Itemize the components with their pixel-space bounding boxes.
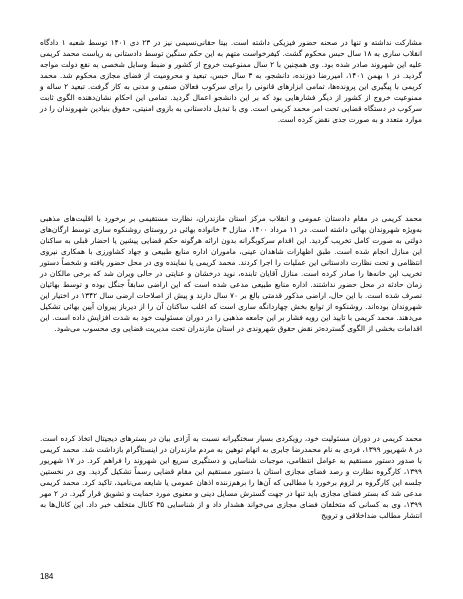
document-page (40, 38, 422, 558)
paragraph-3: محمد کریمی در دوران مسئولیت خود، رویکردی بسیار سختگیرانه نسبت به آزادی بیان در بسترهای دیجیتال اتخاذ کرده است. در ۸ شهریور ۱۳۹۹، فردی به نام محمدرضا جابری به اتهام توهین به مردم مازندران در اینستاگرام بازداشت شد. محمد کریمی با صدور دستور مستقیم به عوامل انتظامی، موجبات شناسایی و دستگیری سریع این شهروند را فراهم کرد. در ۱۷ شهریور ۱۳۹۹، کارگروه نظارت و رصد فضای مجازی استان با دستور مستقیم این مقام قضایی رسماً تشکیل گردید. وی در نخستین جلسه این کارگروه بر لزوم برخورد با مطالبی که آن‌ها را برهم‌زننده اذهان عمومی یا شایعه می‌نامید، تاکید کرد. محمد کریمی مدعی شد که بستر فضای مجازی باید تنها در جهت گسترش مسایل دینی و معنوی مورد حمایت و تشویق قرار گیرد. در ۲ مهر ۱۳۹۹، وی به کسانی که متخلفان فضای مجازی می‌خواند هشدار داد و از شناسایی ۳۵ کانال متخلف خبر داد. این کانال‌ها به انتشار مطالب ضداخلاقی و ترویج (40, 434, 422, 520)
paragraph-2: محمد کریمی در مقام دادستان عمومی و انقلاب مرکز استان مازندران، نظارت مستقیمی بر برخورد با اقلیت‌های مذهبی به‌ویژه شهروندان بهائی داشته است. در ۱۱ مرداد ۱۴۰۰، منازل ۳ خانواده بهائی در روستای روشنکوه ساری توسط ارگان‌های دولتی به صورت کامل تخریب گردید. این اقدام سرکوبگرانه بدون ارائه هرگونه حکم قضایی پیشین یا احضار قبلی به ساکنان این منازل انجام شده است. طبق اظهارات شاهدان عینی، ماموران اداره منابع طبیعی و جهاد کشاورزی با همکاری نیروی انتظامی و تحت نظارت دادستانی این عملیات را اجرا کردند. محمد کریمی یا نماینده وی در محل حضور یافته و شخصاً دستور تخریب این خانه‌ها را صادر کرده است. منازل آقایان تابنده، نوید درخشان و عنایتی در حالی ویران شد که برخی مالکان در زمان حادثه در محل حضور نداشتند. اداره منابع طبیعی مدعی شده است که این اراضی سابقاً جنگل بوده و توسط بهائیان تصرف شده است. با این حال، اراضی مذکور قدمتی بالغ بر ۷۰ سال دارند و پیش از اصلاحات ارضی سال ۱۳۴۲ در اختیار این شهروندان بوده‌اند. روشنکوه از توابع بخش چهاردانگه ساری است که اغلب ساکنان آن را از دیرباز پیروان آیین بهائی تشکیل می‌دهند. محمد کریمی با تایید این رویه فشار بر این جامعه مذهبی را در دوران مسئولیت خود به شدت افزایش داده است. این اقدامات بخشی از الگوی گسترده‌تر نقض حقوق شهروندی در استان مازندران تحت مدیریت قضایی وی محسوب می‌شود. (40, 214, 422, 333)
page-number: 184 (40, 572, 54, 581)
paragraph-1: مشارکت نداشته و تنها در صحنه حضور فیزیکی داشته است. بیتا حقانی‌نسیمی نیز در ۲۳ دی ۱۴۰۱ توسط شعبه ۱ دادگاه انقلاب ساری به ۱۸ سال حبس محکوم گشت. کیفرخواست متهم به این حکم سنگین توسط دادستانی به ریاست محمد کریمی علیه این شهروند صادر شده بود. وی همچنین با ۲ سال ممنوعیت خروج از کشور و ضبط وسایل شخصی به نفع دولت مواجه گردید. در ۱ بهمن ۱۴۰۱، امیررضا دوزنده، دانشجو، به ۳ سال حبس، تبعید و محرومیت از فضای مجازی محکوم شد. محمد کریمی با پیگیری این پرونده‌ها، تمامی ابزارهای قانونی را برای سرکوب فعالان صنفی و مدنی به کار گرفت. تبعید ۲ ساله و ممنوعیت خروج از کشور از دیگر فشارهایی بود که بر این دانشجو اعمال گردید. تمامی این احکام نشان‌دهنده الگوی ثابت سرکوب در دستگاه قضایی تحت امر محمد کریمی است. وی با تبدیل دادستانی به بازوی امنیتی، حقوق بنیادین شهروندان را در موارد متعدد و به صورت جدی نقض کرده است. (40, 38, 422, 124)
